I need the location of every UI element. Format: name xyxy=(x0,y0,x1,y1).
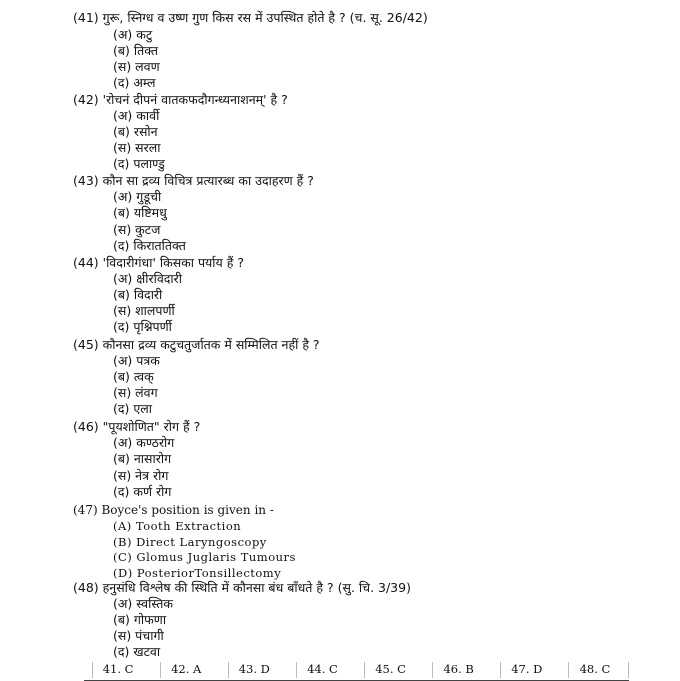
answer-divider xyxy=(432,662,433,678)
option-46-b: (ब) नासारोग xyxy=(113,451,172,466)
option-43-c: (स) कुटज xyxy=(113,222,161,237)
option-44-b: (ब) विदारी xyxy=(113,287,163,302)
question-43: (43) कौन सा द्रव्य विचित्र प्रत्यारब्ध का उदाहरण हैं ? xyxy=(73,173,314,188)
option-48-b: (ब) गोफणा xyxy=(113,612,167,627)
option-44-c: (स) शालपर्णी xyxy=(113,303,175,318)
option-42-d: (द) पलाण्डु xyxy=(113,156,165,171)
question-45: (45) कौनसा द्रव्य कटुचतुर्जातक में सम्मिलित नहीं है ? xyxy=(73,337,320,352)
question-48: (48) हनुसंधि विश्लेष की स्थिति में कौनसा बंध बाँधते है ? (सु. चि. 3/39) xyxy=(73,580,411,595)
option-45-c: (स) लंवग xyxy=(113,385,158,400)
answer-42: 42. A xyxy=(171,662,202,676)
option-44-a: (अ) क्षीरविदारी xyxy=(113,271,183,286)
option-42-c: (स) सरला xyxy=(113,140,161,155)
answer-divider xyxy=(160,662,161,678)
question-46: (46) "पूयशोणित" रोग हैं ? xyxy=(73,419,201,434)
option-43-d: (द) किराततिक्त xyxy=(113,238,186,253)
option-45-a: (अ) पत्रक xyxy=(113,353,160,368)
answer-key xyxy=(84,660,629,681)
option-44-d: (द) पृश्निपर्णी xyxy=(113,319,172,334)
answer-divider xyxy=(296,662,297,678)
option-46-d: (द) कर्ण रोग xyxy=(113,484,172,499)
option-47-c: (C) Glomus Juglaris Tumours xyxy=(113,550,296,564)
answer-divider xyxy=(500,662,501,678)
option-43-b: (ब) यष्टिमधु xyxy=(113,205,167,220)
answer-46: 46. B xyxy=(443,662,474,676)
answer-divider xyxy=(568,662,569,678)
answer-divider xyxy=(228,662,229,678)
question-47: (47) Boyce's position is given in - xyxy=(73,503,274,517)
option-41-b: (ब) तिक्त xyxy=(113,43,159,58)
question-42: (42) 'रोचनं दीपनं वातकफदौगन्ध्यनाशनम्' है ? xyxy=(73,92,288,107)
option-47-a: (A) Tooth Extraction xyxy=(113,519,242,533)
option-45-d: (द) एला xyxy=(113,401,152,416)
answer-divider xyxy=(92,662,93,678)
answer-41: 41. C xyxy=(102,662,134,676)
option-42-b: (ब) रसोन xyxy=(113,124,158,139)
option-41-a: (अ) कटु xyxy=(113,27,153,42)
option-48-a: (अ) स्वस्तिक xyxy=(113,596,173,611)
answer-44: 44. C xyxy=(307,662,338,676)
option-42-a: (अ) कार्वी xyxy=(113,108,160,123)
option-47-b: (B) Direct Laryngoscopy xyxy=(113,535,267,549)
option-43-a: (अ) गुडूची xyxy=(113,189,162,204)
question-41: (41) गुरू, स्निग्ध व उष्ण गुण किस रस में उपस्थित होते है ? (च. सू. 26/42) xyxy=(73,10,428,25)
option-41-c: (स) लवण xyxy=(113,59,160,74)
answer-47: 47. D xyxy=(511,662,543,676)
option-41-d: (द) अम्ल xyxy=(113,75,156,90)
option-48-c: (स) पंचागी xyxy=(113,628,164,643)
option-48-d: (द) खटवा xyxy=(113,644,161,659)
option-45-b: (ब) त्वक् xyxy=(113,369,154,384)
option-47-d: (D) PosteriorTonsillectomy xyxy=(113,566,282,580)
answer-45: 45. C xyxy=(375,662,406,676)
option-46-a: (अ) कण्ठरोग xyxy=(113,435,175,450)
question-44: (44) 'विदारीगंधा' किसका पर्याय हैं ? xyxy=(73,255,245,270)
answer-43: 43. D xyxy=(238,662,270,676)
option-46-c: (स) नेत्र रोग xyxy=(113,468,169,483)
answer-48: 48. C xyxy=(579,662,611,676)
answer-divider xyxy=(628,662,629,678)
answer-divider xyxy=(364,662,365,678)
